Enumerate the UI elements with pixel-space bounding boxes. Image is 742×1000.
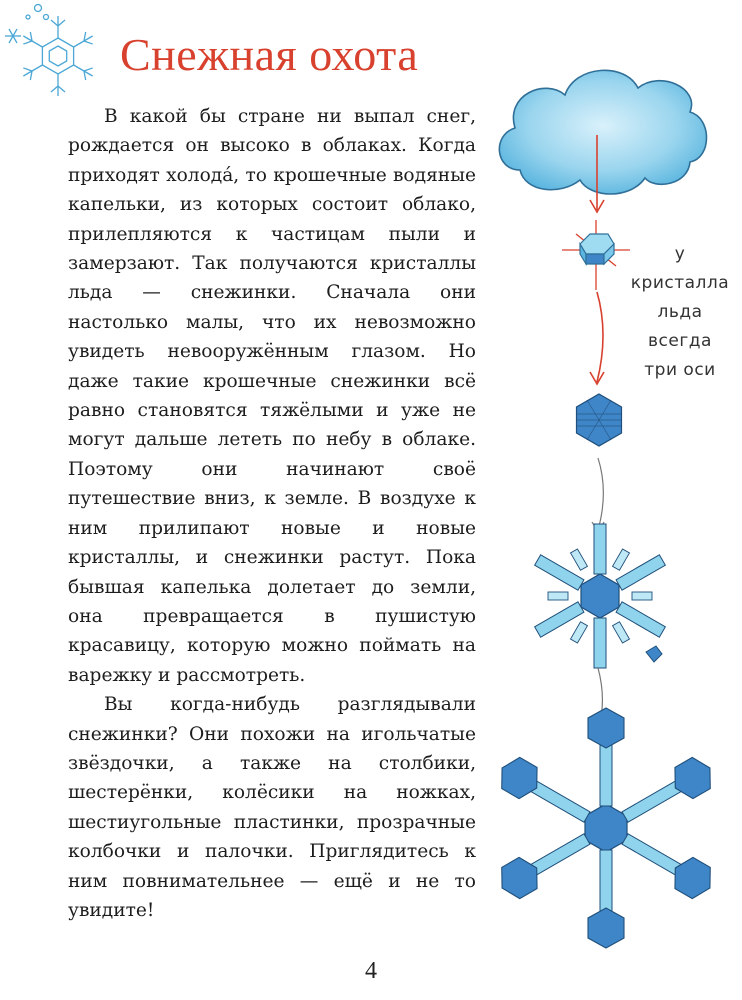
page-number: 4 xyxy=(365,958,377,984)
paragraph: В какой бы стране ни выпал снег, рождается он высоко в облаках. Когда приходят холода́, то крошечные водяные капельки, из которых состоит облако, прилепляются к частицам пыли и замерзают. Так получаются кристаллы льда — снежинки. Сначала они настолько малы, что их невозможно увидеть невооружённым глазом. Но даже такие крошечные снежинки всё равно становятся тяжёлыми и уже не могут дальше лететь по небу в облаке. Поэтому они начинают своё путешествие вниз, к земле. В воздухе к ним прилипают новые и новые кристаллы, и снежинки растут. Пока бывшая капелька долетает до земли, она превращается в пушистую красавицу, которую можно поймать на варежку и рассмотреть. xyxy=(68,106,476,686)
crystal-axes-note xyxy=(630,240,730,385)
note-line: кристалла xyxy=(630,273,730,293)
note-line: всегда xyxy=(648,331,712,351)
paragraph: Вы когда-нибудь разглядывали снежинки? Они похожи на игольчатые звёздочки, а также на столбики, шестерёнки, колёсики на ножках, шестиугольные пластинки, прозрачные колбочки и палочки. Приглядитесь к ним повнимательнее — ещё и не то увидите! xyxy=(68,694,476,921)
arrow xyxy=(597,292,603,382)
arrow xyxy=(598,458,603,530)
snowflake-corner-icon xyxy=(0,0,110,110)
ice-crystal-icon xyxy=(562,220,630,290)
page-title: Снежная охота xyxy=(120,29,419,80)
note-line: льда xyxy=(657,302,703,322)
star-snowflake-icon xyxy=(535,524,666,668)
note-line: три оси xyxy=(644,360,716,380)
snowflake-growth-illustration xyxy=(480,50,742,990)
large-snowflake-icon xyxy=(493,708,719,948)
body-text xyxy=(68,102,476,925)
small-snowflake-icon xyxy=(577,394,622,446)
cloud-icon xyxy=(499,70,706,194)
note-line: у xyxy=(674,244,686,264)
